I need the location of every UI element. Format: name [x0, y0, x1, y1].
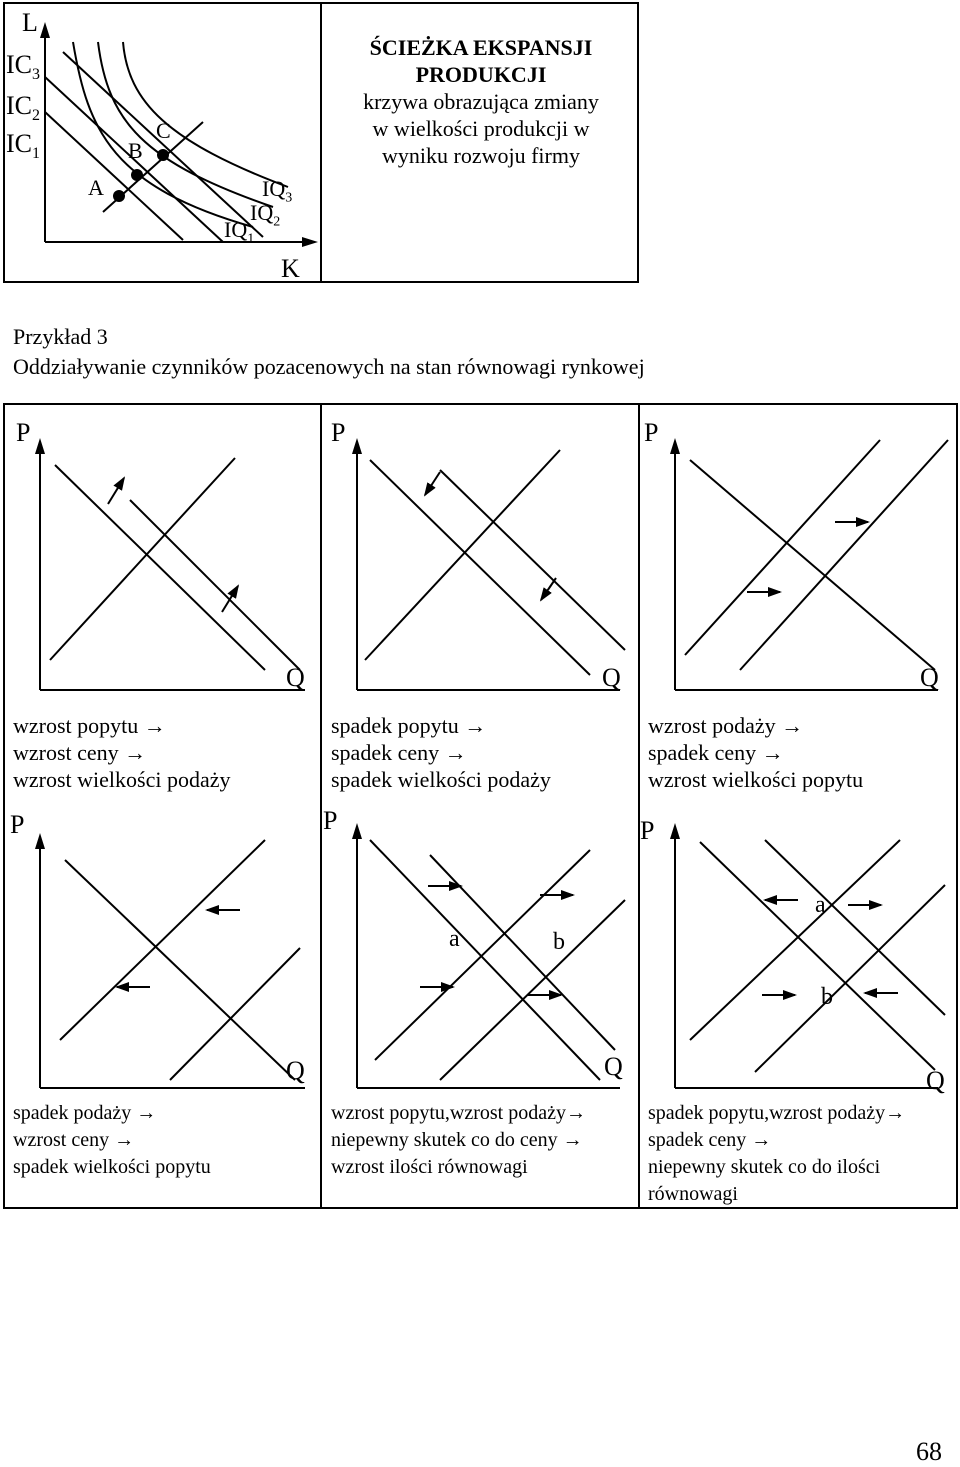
demand-curve-2	[130, 500, 300, 670]
panel-3-caption	[648, 712, 863, 793]
l-axis-arrow	[40, 22, 50, 38]
caption-line: spadek wielkości popytu	[13, 1156, 211, 1178]
iq1-label: $IQ_1$	[224, 217, 255, 247]
example-subheading: Oddziaływanie czynników pozacenowych na stan równowagi rynkowej	[13, 354, 645, 379]
panel-2-graph	[352, 438, 625, 690]
panel-3-q-label: Q	[920, 663, 939, 692]
panels-svg	[0, 400, 960, 1220]
iq3-label: $IQ_3$	[262, 176, 293, 206]
supply-curve-2	[755, 885, 945, 1072]
ic2-label: $IC_2$	[6, 91, 40, 125]
supply-curve	[365, 450, 560, 660]
panel-3-p-label: P	[644, 418, 659, 447]
demand-curve-1	[55, 465, 265, 670]
panel-1-graph	[35, 438, 305, 690]
k-axis-arrow	[302, 237, 318, 247]
caption-line: spadek wielkości podaży	[331, 767, 551, 792]
title-line-1: ŚCIEŻKA EKSPANSJI	[369, 35, 593, 60]
supply-curve-2	[440, 900, 625, 1080]
panel-3-graph	[670, 438, 948, 690]
page-number: 68	[916, 1437, 942, 1466]
panel-5-label-a: a	[449, 926, 460, 952]
caption-line: wzrost podaży →	[648, 713, 804, 738]
desc-line-2: w wielkości produkcji w	[372, 116, 590, 141]
panel-4-p-label: P	[10, 810, 25, 839]
point-b-label: B	[128, 138, 143, 163]
caption-line: spadek popytu,wzrost podaży→	[648, 1102, 906, 1124]
caption-line: wzrost ceny →	[13, 1129, 135, 1151]
panel-2-q-label: Q	[602, 663, 621, 692]
demand-curve-1	[370, 460, 590, 675]
panel-6-p-label: P	[640, 816, 655, 845]
caption-line: spadek ceny →	[648, 1129, 772, 1151]
title-line-2: PRODUKCJI	[415, 62, 547, 87]
panel-1-q-label: Q	[286, 663, 305, 692]
point-a-label: A	[88, 175, 104, 200]
caption-line: równowagi	[648, 1183, 738, 1205]
caption-line: niepewny skutek co do ilości	[648, 1156, 881, 1178]
panel-5-caption	[331, 1100, 586, 1181]
panel-4-graph	[35, 833, 305, 1088]
caption-line: niepewny skutek co do ceny →	[331, 1129, 583, 1151]
panel-5-graph	[352, 823, 625, 1088]
panel-5-p-label: P	[323, 806, 338, 835]
example-heading-block	[13, 322, 645, 382]
panel-1-p-label: P	[16, 418, 31, 447]
caption-line: wzrost ilości równowagi	[331, 1156, 528, 1178]
example-heading: Przykład 3	[13, 324, 108, 349]
ic1-label: $IC_1$	[6, 129, 40, 163]
desc-line-3: wyniku rozwoju firmy	[382, 143, 580, 168]
caption-line: spadek popytu →	[331, 713, 487, 738]
demand-curve-1	[370, 840, 600, 1080]
caption-line: spadek podaży →	[13, 1102, 157, 1124]
shift-arrow-1	[108, 478, 124, 504]
caption-line: spadek ceny →	[331, 740, 467, 765]
k-axis-label: K	[281, 254, 300, 283]
panel-2-caption	[331, 712, 551, 793]
panel-6-label-a: a	[815, 892, 826, 918]
point-c-label: C	[156, 118, 171, 143]
caption-line: wzrost wielkości popytu	[648, 767, 864, 792]
isoquant-3	[123, 42, 288, 187]
caption-line: wzrost wielkości podaży	[13, 767, 231, 792]
supply-curve-1	[60, 840, 265, 1040]
panel-6-graph	[670, 823, 945, 1088]
caption-line: wzrost popytu,wzrost podaży→	[331, 1102, 586, 1124]
caption-line: wzrost popytu →	[13, 713, 166, 738]
demand-curve	[65, 860, 295, 1080]
panel-6-label-b: b	[821, 984, 833, 1010]
shift-arrow-1	[425, 472, 440, 495]
caption-line: wzrost ceny →	[13, 740, 147, 765]
desc-line-1: krzywa obrazująca zmiany	[363, 89, 599, 114]
iq2-label: $IQ_2$	[250, 200, 281, 230]
supply-curve-2	[170, 948, 300, 1080]
panel-2-p-label: P	[331, 418, 346, 447]
expansion-path-description	[322, 34, 640, 169]
panel-1-caption	[13, 712, 231, 793]
demand-curve-2	[440, 470, 625, 650]
panel-6-q-label: Q	[926, 1066, 945, 1095]
point-a-dot	[113, 190, 125, 202]
supply-curve-1	[375, 850, 590, 1060]
panel-4-q-label: Q	[286, 1056, 305, 1085]
shift-arrow-2	[541, 578, 556, 600]
demand-curve-2	[430, 855, 615, 1050]
panel-6-caption	[648, 1100, 905, 1208]
point-b-dot	[131, 169, 143, 181]
supply-curve-2	[740, 440, 948, 670]
shift-arrow-2	[222, 586, 238, 612]
demand-curve-2	[765, 840, 945, 1015]
l-axis-label: L	[22, 8, 38, 37]
panel-5-label-b: b	[553, 929, 565, 955]
isoquant-2	[98, 42, 273, 207]
isocost-3	[63, 52, 263, 237]
caption-line: spadek ceny →	[648, 740, 784, 765]
demand-curve-1	[700, 842, 935, 1070]
panel-4-caption	[13, 1100, 211, 1181]
panel-5-q-label: Q	[604, 1052, 623, 1081]
demand-curve	[690, 460, 935, 670]
ic3-label: $IC_3$	[6, 50, 40, 84]
point-c-dot	[157, 149, 169, 161]
